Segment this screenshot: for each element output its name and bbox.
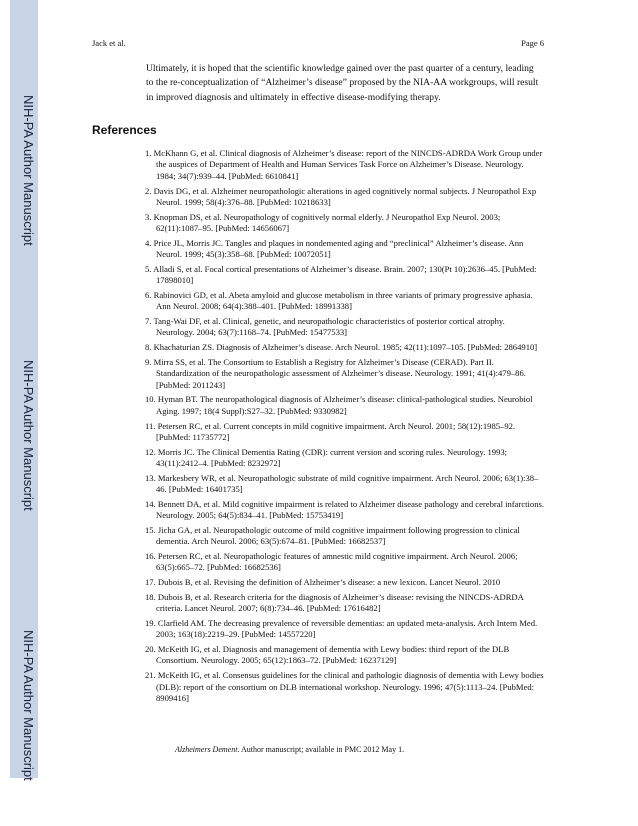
intro-paragraph: Ultimately, it is hoped that the scientific knowledge gained over the past quarter of a century, leading to the re-conceptualization of “Alzheimer’s disease” proposed by the NIA-AA workgroups, will result in improved diagnosis and ultimately in effective disease-modifying therapy. (146, 63, 539, 103)
reference-item: 14. Bennett DA, et al. Mild cognitive impairment is related to Alzheimer disease pathology and cerebral infarctions. Neurology. 2005; 64(5):834–41. [PubMed: 15753419] (145, 498, 545, 521)
references-heading: References (92, 123, 157, 137)
reference-item: 10. Hyman BT. The neuropathological diagnosis of Alzheimer’s disease: clinical-pathological studies. Neurobiol Aging. 1997; 18(4 Suppl):S27–32. [PubMed: 9330982] (145, 394, 533, 416)
page-footer (175, 745, 404, 754)
reference-item: 8. Khachaturian ZS. Diagnosis of Alzheimer’s disease. Arch Neurol. 1985; 42(11):1097–105. [PubMed: 2864910] (145, 342, 538, 353)
reference-item: 4. Price JL, Morris JC. Tangles and plaques in nondemented aging and “preclinical” Alzheimer’s disease. Ann Neurol. 1999; 45(3):358–68. [PubMed: 10072051] (145, 237, 524, 260)
sidebar-label (21, 630, 36, 650)
reference-item: 19. Clarfield AM. The decreasing prevalence of reversible dementias: an updated meta-analysis. Arch Intern Med. 2003; 163(18):2219–29. [PubMed: 14557220] (145, 617, 538, 640)
reference-item: 5. Alladi S, et al. Focal cortical presentations of Alzheimer’s disease. Brain. 2007; 130(Pt 10):2636–45. [PubMed: 17898010] (145, 263, 537, 286)
page-number: Page 6 (521, 38, 544, 48)
sidebar-label (21, 95, 36, 115)
sidebar-label (21, 360, 36, 380)
running-header-authors: Jack et al. (92, 38, 126, 48)
footer-availability: . Author manuscript; available in PMC 2012 May 1. (237, 745, 405, 754)
reference-item: 11. Petersen RC, et al. Current concepts in mild cognitive impairment. Arch Neurol. 2001; 58(12):1985–92. [PubMed: 11735772] (145, 420, 516, 442)
reference-list (145, 148, 545, 708)
reference-item: 13. Markesbery WR, et al. Neuropathologic substrate of mild cognitive impairment. Arch Neurol. 2006; 63(1):38–46. [PubMed: 16401735] (145, 472, 539, 495)
reference-item: 1. McKhann G, et al. Clinical diagnosis of Alzheimer’s disease: report of the NINCDS-ADRDA Work Group under the auspices of Department of Health and Human Services Task Force on Alzheimer’s Disease. Neurology. 1984; 34(7):939–44. [PubMed: 6610841] (145, 148, 543, 181)
reference-item: 3. Knopman DS, et al. Neuropathology of cognitively normal elderly. J Neuropathol Exp Neurol. 2003; 62(11):1087–95. [PubMed: 14656067] (145, 211, 501, 234)
reference-item: 21. McKeith IG, et al. Consensus guidelines for the clinical and pathologic diagnosis of dementia with Lewy bodies (DLB): report of the consortium on DLB international workshop. Neurology. 1996; 47(5):1113–24. [PubMed: 8909416] (145, 670, 544, 703)
reference-item: 2. Davis DG, et al. Alzheimer neuropathologic alterations in aged cognitively normal subjects. J Neuropathol Exp Neurol. 1999; 58(4):376–88. [PubMed: 10218633] (145, 185, 537, 207)
reference-item: 7. Tang-Wai DF, et al. Clinical, genetic, and neuropathologic characteristics of posterior cortical atrophy. Neurology. 2004; 63(7):1168–74. [PubMed: 15477533] (145, 316, 505, 338)
reference-item: 20. McKeith IG, et al. Diagnosis and management of dementia with Lewy bodies: third report of the DLB Consortium. Neurology. 2005; 65(12):1863–72. [PubMed: 16237129] (145, 644, 510, 666)
reference-item: 6. Rabinovici GD, et al. Abeta amyloid and glucose metabolism in three variants of primary progressive aphasia. Ann Neurol. 2008; 64(4):388–401. [PubMed: 18991338] (145, 289, 533, 312)
reference-item: 17. Dubois B, et al. Revising the definition of Alzheimer’s disease: a new lexicon. Lancet Neurol. 2010 (145, 577, 501, 588)
reference-item: 9. Mirra SS, et al. The Consortium to Establish a Registry for Alzheimer’s Disease (CERAD). Part II. Standardization of the neuropathologic assessment of Alzheimer’s disease. Neurology. 1991; 41(4):479–86. [PubMed: 2011243] (145, 356, 526, 390)
reference-item: 15. Jicha GA, et al. Neuropathologic outcome of mild cognitive impairment following progression to clinical dementia. Arch Neurol. 2006; 63(5):674–81. [PubMed: 16682537] (145, 524, 520, 547)
journal-name: Alzheimers Dement (175, 745, 238, 754)
reference-item: 12. Morris JC. The Clinical Dementia Rating (CDR): current version and scoring rules. Neurology. 1993; 43(11):2412–4. [PubMed: 8232972] (145, 446, 508, 469)
reference-item: 16. Petersen RC, et al. Neuropathologic features of amnestic mild cognitive impairment. Arch Neurol. 2006; 63(5):665–72. [PubMed: 16682536] (145, 551, 518, 573)
reference-item: 18. Dubois B, et al. Research criteria for the diagnosis of Alzheimer’s disease: revising the NINCDS-ADRDA criteria. Lancet Neurol. 2007; 6(8):734–46. [PubMed: 17616482] (145, 591, 524, 614)
